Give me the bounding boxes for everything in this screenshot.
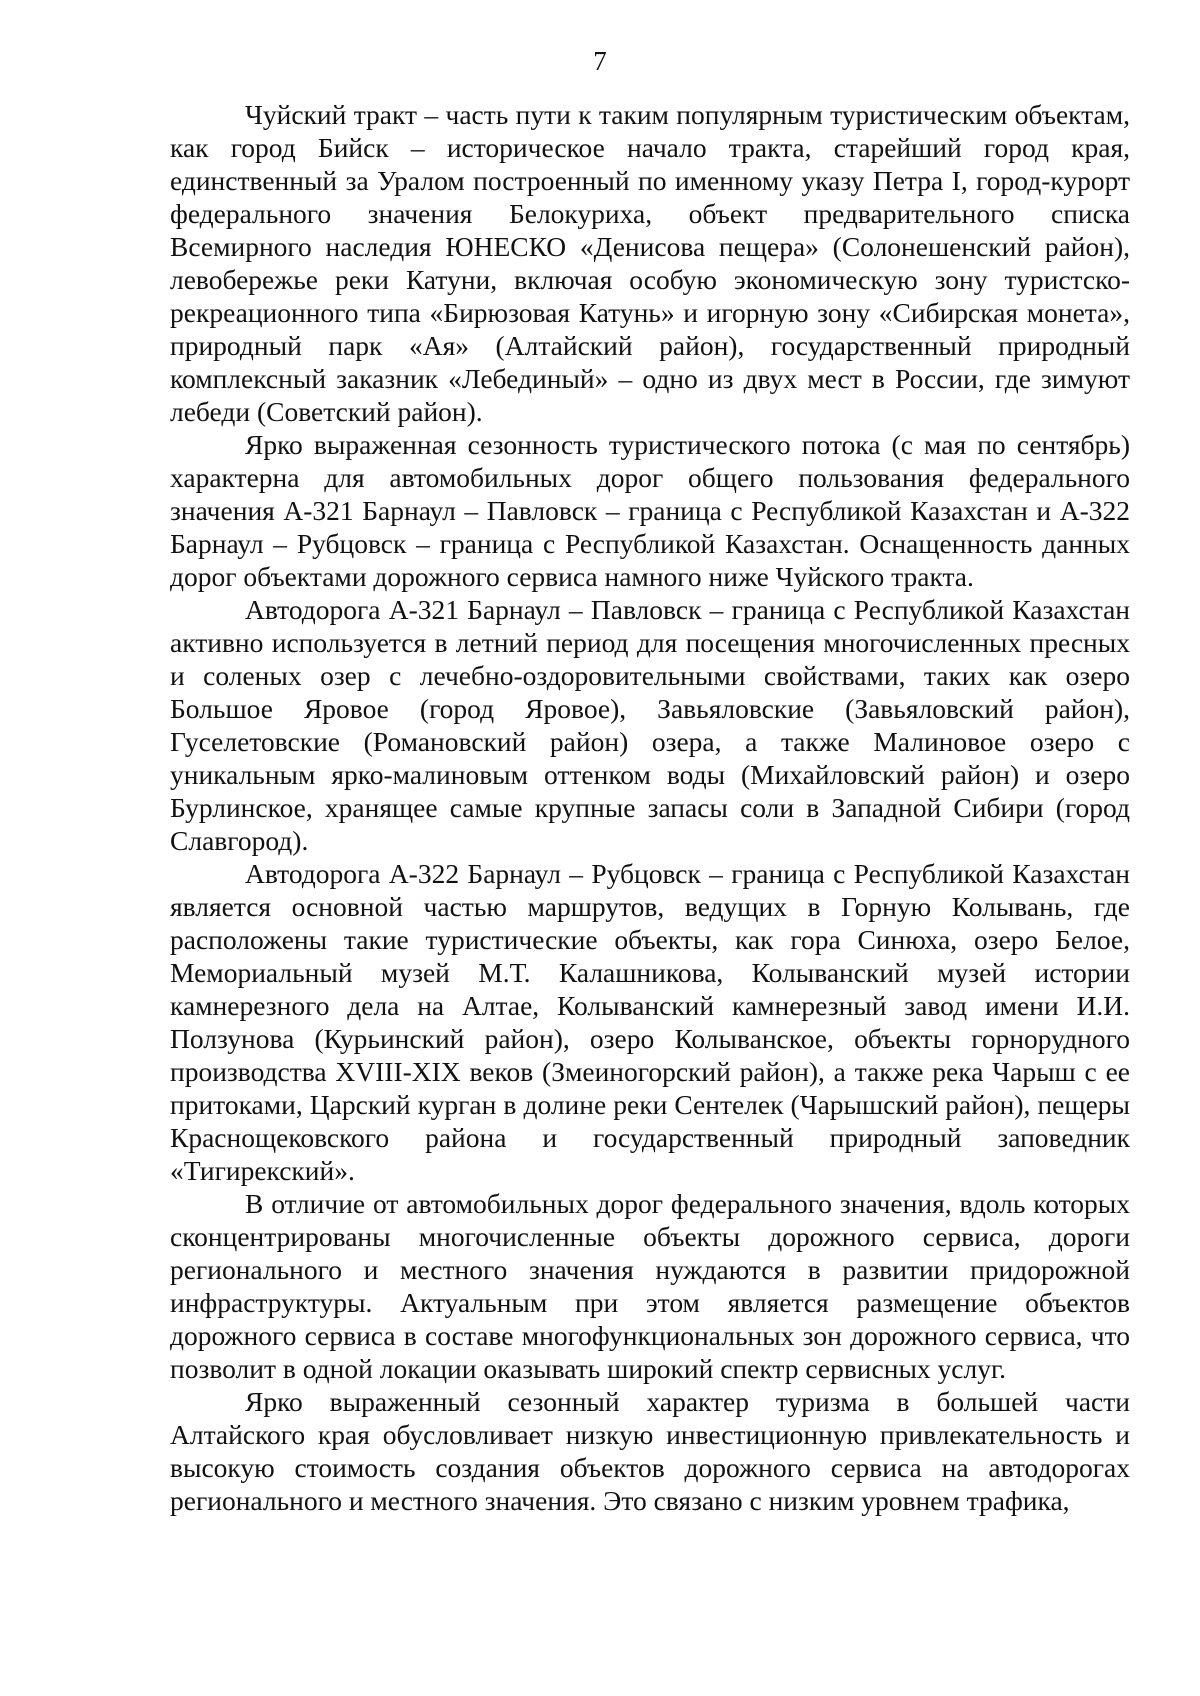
page-number: 7 [593, 46, 607, 76]
document-body [170, 98, 1130, 1517]
paragraph-investment: Ярко выраженный сезонный характер туризма в большей части Алтайского края обусловливает низкую инвестиционную привлекательность и высокую стоимость создания объектов дорожного сервиса на автодорогах регионального и местного значения. Это связано с низким уровнем трафика, [170, 1386, 1130, 1516]
paragraph-chuysky-tract: Чуйский тракт – часть пути к таким популярным туристическим объектам, как город Бийск – историческое начало тракта, старейший город края, единственный за Уралом построенный по именному указу Петра I, город-курорт федерального значения Белокуриха, объект предварительного списка Всемирного наследия ЮНЕСКО «Денисова пещера» (Солонешенский район), левобережье реки Катуни, включая особую экономическую зону туристско-рекреационного типа «Бирюзовая Катунь» и игорную зону «Сибирская монета», природный парк «Ая» (Алтайский район), государственный природный комплексный заказник «Лебединый» – одно из двух мест в России, где зимуют лебеди (Советский район). [170, 99, 1130, 427]
paragraph-a321-road: Автодорога А-321 Барнаул – Павловск – граница с Республикой Казахстан активно используется в летний период для посещения многочисленных пресных и соленых озер с лечебно-оздоровительными свойствами, таких как озеро Большое Яровое (город Яровое), Завьяловские (Завьяловский район), Гуселетовские (Романовский район) озера, а также Малиновое озеро с уникальным ярко-малиновым оттенком воды (Михайловский район) и озеро Бурлинское, хранящее самые крупные запасы соли в Западной Сибири (город Славгород). [170, 594, 1130, 856]
paragraph-a322-road: Автодорога А-322 Барнаул – Рубцовск – граница с Республикой Казахстан является основной частью маршрутов, ведущих в Горную Колывань, где расположены такие туристические объекты, как гора Синюха, озеро Белое, Мемориальный музей М.Т. Калашникова, Колыванский музей истории камнерезного дела на Алтае, Колыванский камнерезный завод имени И.И. Ползунова (Курьинский район), озеро Колыванское, объекты горнорудного производства XVIII-XIX веков (Змеиногорский район), а также река Чарыш с ее притоками, Царский курган в долине реки Сентелек (Чарышский район), пещеры Краснощековского района и государственный природный заповедник «Тигирекский». [170, 858, 1130, 1186]
paragraph-seasonality: Ярко выраженная сезонность туристического потока (с мая по сентябрь) характерна для автомобильных дорог общего пользования федерального значения А-321 Барнаул – Павловск – граница с Республикой Казахстан и А-322 Барнаул – Рубцовск – граница с Республикой Казахстан. Оснащенность данных дорог объектами дорожного сервиса намного ниже Чуйского тракта. [170, 429, 1130, 592]
paragraph-regional-roads: В отличие от автомобильных дорог федерального значения, вдоль которых сконцентрированы многочисленные объекты дорожного сервиса, дороги регионального и местного значения нуждаются в развитии придорожной инфраструктуры. Актуальным при этом является размещение объектов дорожного сервиса в составе многофункциональных зон дорожного сервиса, что позволит в одной локации оказывать широкий спектр сервисных услуг. [170, 1188, 1130, 1384]
